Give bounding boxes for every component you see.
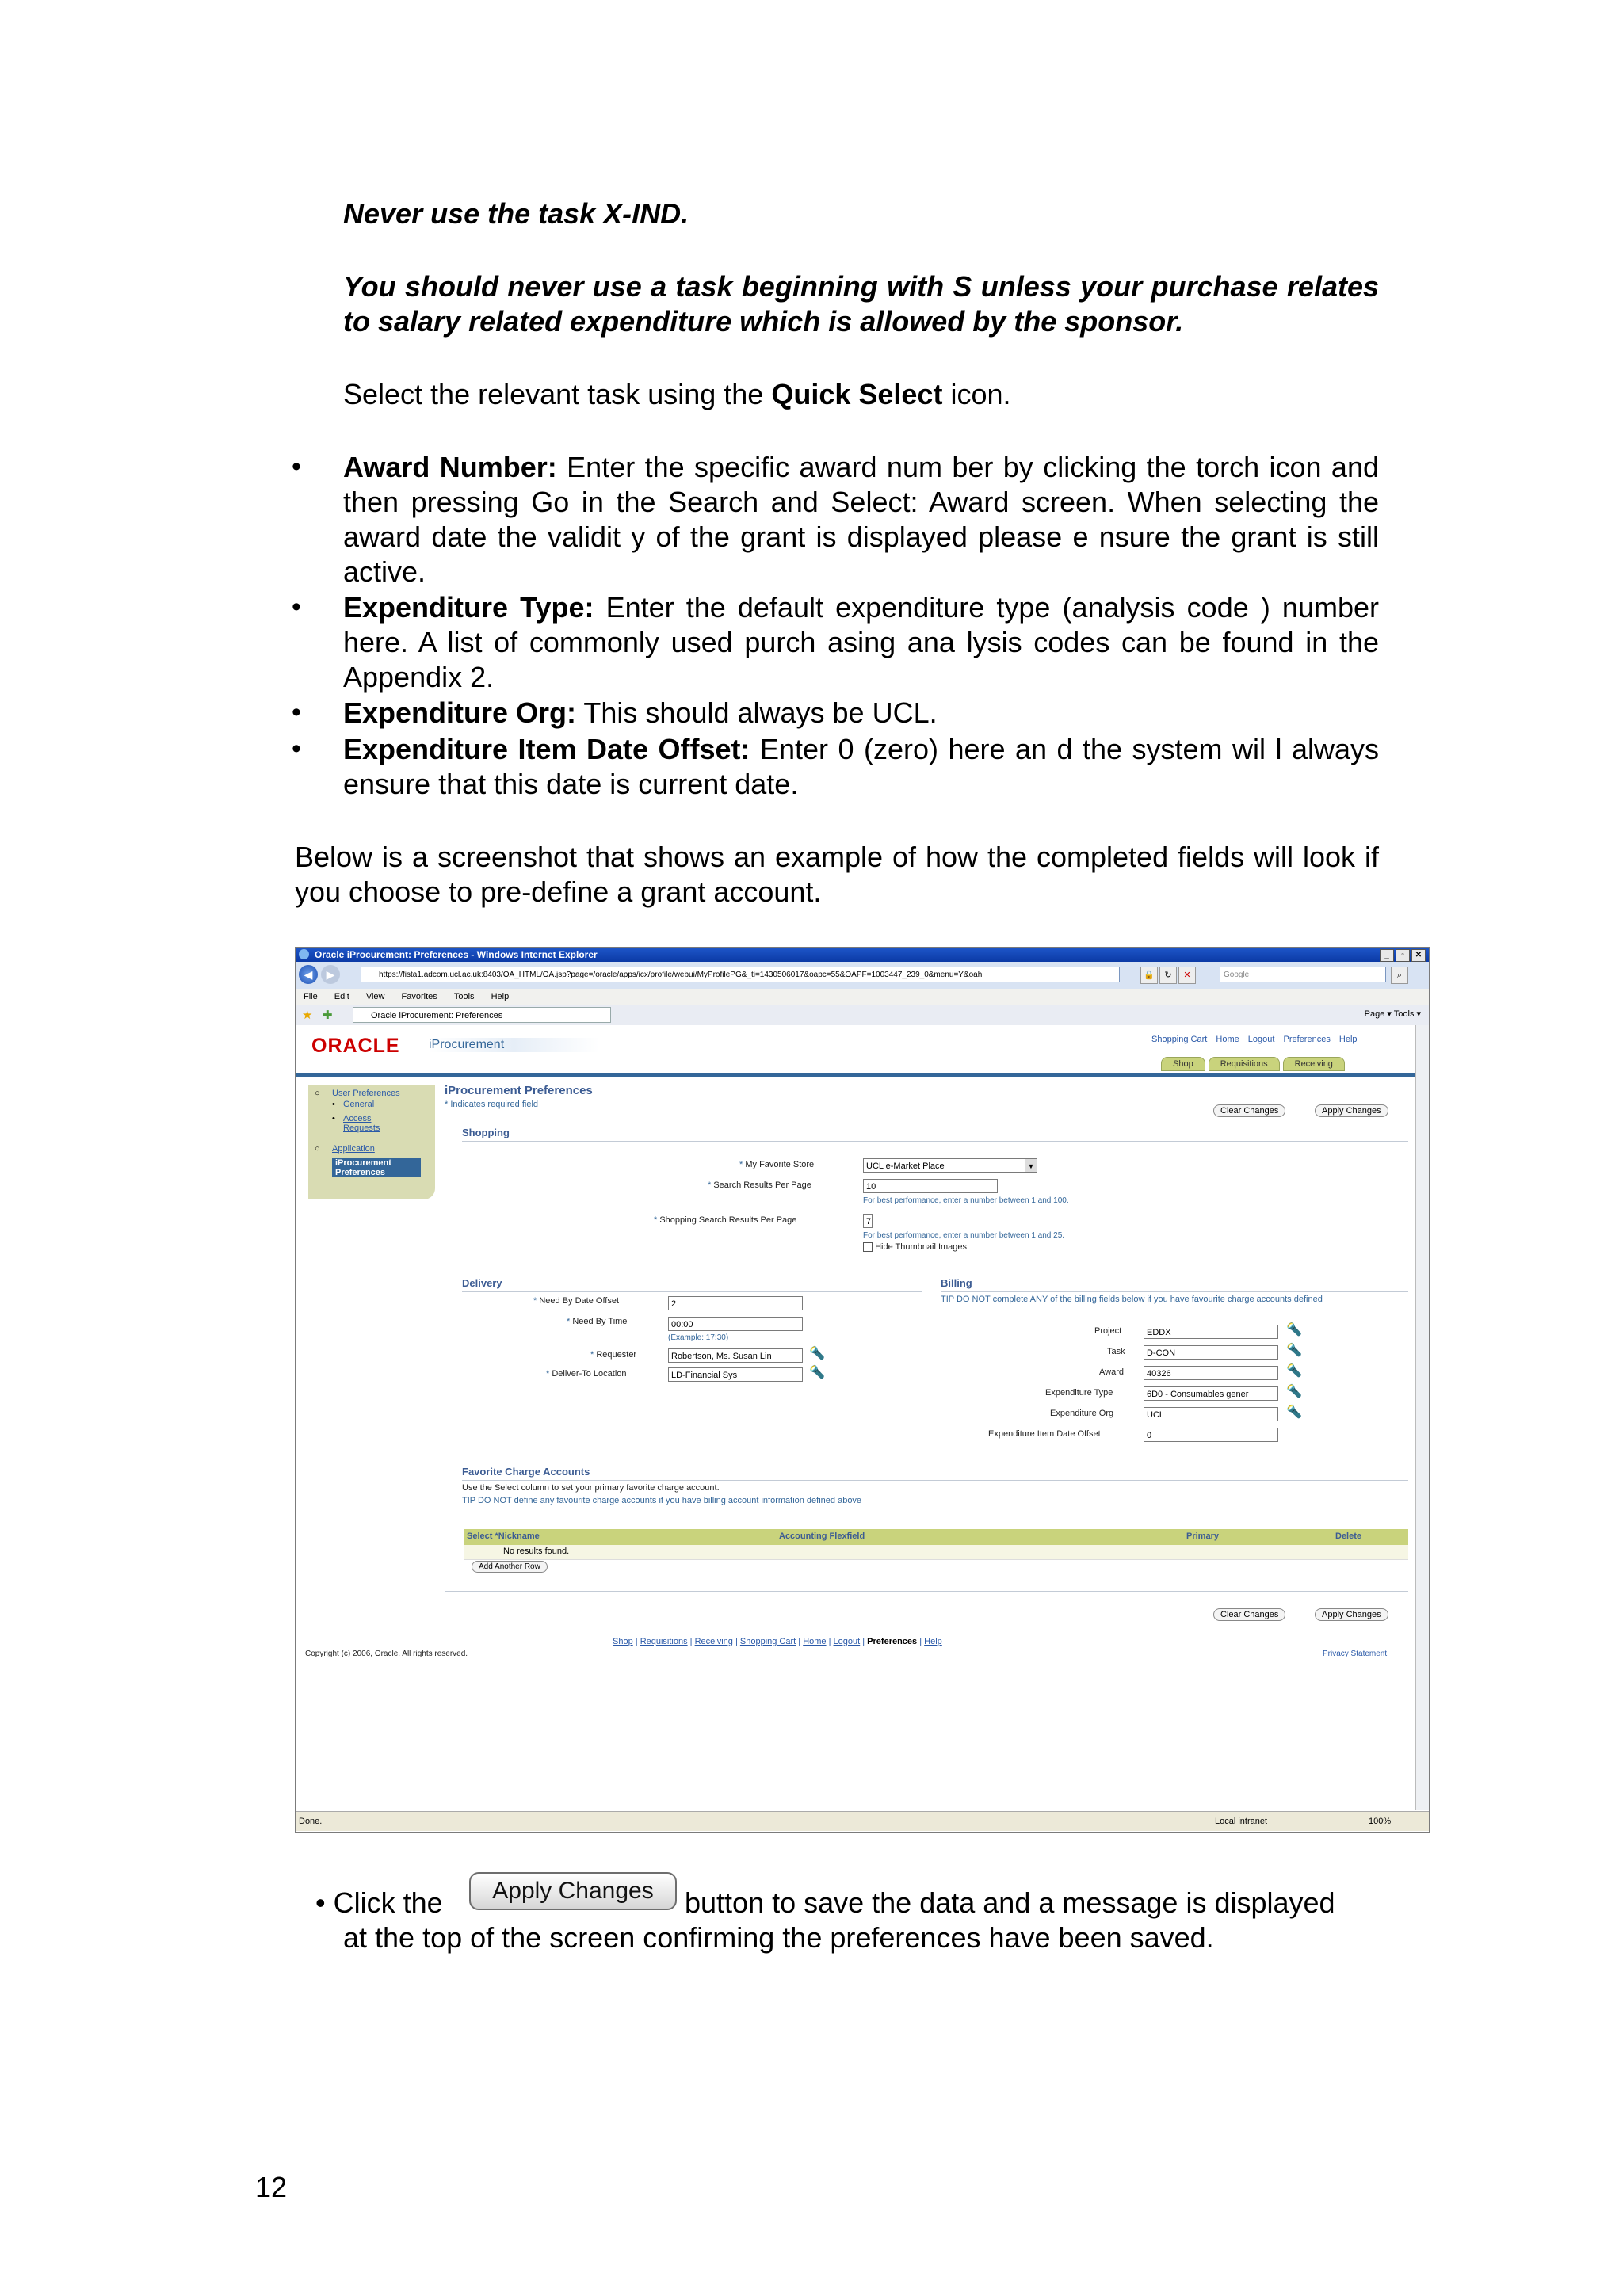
deliver-to-label: * Deliver-To Location — [546, 1369, 627, 1379]
search-results-label: * Search Results Per Page — [708, 1180, 812, 1190]
nav-user-preferences[interactable]: User Preferences — [332, 1089, 400, 1098]
section-divider — [941, 1291, 1408, 1292]
expenditure-type-label: Expenditure Type — [1045, 1388, 1113, 1398]
page-title: iProcurement Preferences — [445, 1084, 593, 1097]
page-content — [296, 1025, 1416, 1810]
torch-icon[interactable]: 🔦 — [1286, 1385, 1302, 1398]
award-label: Award — [1099, 1367, 1124, 1377]
footer-link-requisitions[interactable]: Requisitions — [640, 1637, 688, 1646]
menu-help[interactable]: Help — [491, 992, 510, 1001]
expenditure-org-item — [343, 696, 1379, 730]
bullet-mark: • — [292, 697, 301, 727]
award-number-label: Award Number: — [343, 451, 557, 483]
footer-links: Shop | Requisitions | Receiving | Shopping Cart | Home | Logout | Preferences | Help — [613, 1637, 942, 1646]
billing-heading: Billing — [941, 1277, 972, 1289]
search-results-hint: For best performance, enter a number between 1 and 100. — [863, 1196, 1069, 1205]
privacy-link[interactable]: Privacy Statement — [1323, 1650, 1388, 1658]
section-divider — [445, 1591, 1408, 1592]
favorite-store-label: * My Favorite Store — [739, 1160, 815, 1169]
expenditure-type-input[interactable]: 6D0 - Consumables gener — [1144, 1386, 1278, 1401]
need-by-offset-label-text: Need By Date Offset — [539, 1296, 620, 1306]
link-home[interactable]: Home — [1216, 1035, 1239, 1044]
footer-link-help[interactable]: Help — [924, 1637, 942, 1646]
no-results-text: No results found. — [503, 1547, 570, 1556]
favorite-tip: TIP DO NOT define any favourite charge accounts if you have billing account information defined above — [462, 1496, 862, 1505]
link-shopping-cart[interactable]: Shopping Cart — [1151, 1035, 1208, 1044]
date-offset-label: Expenditure Item Date Offset: — [343, 733, 750, 765]
expenditure-org-text: This should always be UCL. — [576, 696, 938, 729]
footer-link-logout[interactable]: Logout — [833, 1637, 861, 1646]
nav-bullet-icon: • — [332, 1100, 335, 1109]
nav-iprocurement-preferences[interactable]: iProcurement Preferences — [332, 1158, 421, 1177]
favorite-instructions: Use the Select column to set your primary favorite charge account. — [462, 1483, 720, 1493]
apply-changes-button-bottom[interactable]: Apply Changes — [1315, 1608, 1388, 1621]
select-task-pre: Select the relevant task using the — [343, 378, 772, 410]
billing-tip: TIP DO NOT complete ANY of the billing fields below if you have favourite charge accounts defined — [941, 1295, 1323, 1304]
menu-file[interactable]: File — [304, 992, 318, 1001]
window-controls — [1380, 949, 1426, 962]
status-text: Done. — [299, 1817, 323, 1826]
menu-bar — [296, 989, 1429, 1005]
favorite-store-label-text: My Favorite Store — [745, 1160, 815, 1169]
search-results-input[interactable]: 10 — [863, 1179, 998, 1193]
award-number-item — [343, 450, 1379, 589]
select-task-post: icon. — [942, 378, 1011, 410]
nav-circle-icon: ○ — [315, 1089, 320, 1098]
expenditure-type-label: Expenditure Type: — [343, 591, 594, 624]
torch-icon[interactable]: 🔦 — [809, 1347, 825, 1360]
table-row — [464, 1545, 1408, 1560]
header-divider — [296, 1073, 1416, 1077]
torch-icon[interactable]: 🔦 — [1286, 1344, 1302, 1357]
menu-favorites[interactable]: Favorites — [401, 992, 437, 1001]
bullet-mark: • — [292, 592, 301, 622]
required-note: * Indicates required field — [445, 1100, 539, 1109]
oracle-logo: ORACLE — [311, 1035, 400, 1057]
forward-icon[interactable]: ▶ — [321, 965, 340, 984]
nav-bullet-icon: • — [332, 1114, 335, 1123]
select-task-paragraph — [343, 377, 1010, 412]
address-toolbar — [296, 962, 1429, 990]
tab-shop[interactable]: Shop — [1161, 1057, 1205, 1071]
vertical-scrollbar[interactable] — [1415, 1025, 1429, 1810]
never-s-paragraph: You should never use a task beginning with S unless your purchase relates to salary related expenditure which is allowed by the sponsor. — [343, 270, 1379, 338]
search-results-label-text: Search Results Per Page — [713, 1180, 812, 1190]
need-by-offset-label: * Need By Date Offset — [533, 1296, 620, 1306]
tab-receiving[interactable]: Receiving — [1283, 1057, 1345, 1071]
address-input[interactable]: https://fista1.adcom.ucl.ac.uk:8403/OA_HTML/OA.jsp?page=/oracle/apps/icx/profile/webui/MyProfilePG&_ti=1430506017&oapc=55&OAPF=1003447_239_0&menu=Y&oah — [361, 967, 1120, 982]
award-number-text: Enter the specific award num ber by clicking the torch icon and then pressing Go in the Search and Select: Award screen. When selecting the award date the validit y of the grant is displayed please e nsure the grant is still active. — [343, 451, 1379, 588]
requester-label-text: Requester — [596, 1350, 637, 1360]
nav-application[interactable]: Application — [332, 1144, 375, 1154]
column-accounting-flexfield: Accounting Flexfield — [779, 1531, 865, 1541]
stop-icon[interactable]: ✕ — [1178, 967, 1196, 984]
expenditure-org-label: Expenditure Org — [1050, 1409, 1114, 1418]
delivery-heading: Delivery — [462, 1277, 502, 1289]
task-input[interactable]: D-CON — [1144, 1345, 1278, 1360]
favorites-star-icon[interactable]: ★ — [302, 1009, 313, 1022]
column-select-nickname: Select *Nickname — [467, 1531, 540, 1541]
close-icon[interactable]: ✕ — [1411, 949, 1426, 962]
shopping-results-label: * Shopping Search Results Per Page — [654, 1215, 797, 1225]
clear-changes-button[interactable]: Clear Changes — [1213, 1104, 1285, 1117]
torch-icon[interactable]: 🔦 — [1286, 1405, 1302, 1419]
torch-icon[interactable]: 🔦 — [1286, 1323, 1302, 1337]
link-logout[interactable]: Logout — [1247, 1035, 1275, 1044]
link-preferences[interactable]: Preferences — [1283, 1035, 1331, 1044]
link-help[interactable]: Help — [1338, 1035, 1358, 1044]
nav-circle-icon: ○ — [315, 1144, 320, 1154]
need-by-time-label-text: Need By Time — [572, 1317, 628, 1326]
section-divider — [462, 1480, 1408, 1481]
browser-tab[interactable]: Oracle iProcurement: Preferences — [353, 1007, 611, 1023]
menu-edit[interactable]: Edit — [334, 992, 349, 1001]
hide-thumbnail-option[interactable] — [863, 1242, 967, 1252]
search-icon[interactable]: ⌕ — [1391, 967, 1408, 984]
product-name: iProcurement — [429, 1038, 599, 1052]
add-favorite-icon[interactable]: ✚ — [323, 1009, 333, 1022]
lock-icon[interactable]: 🔒 — [1140, 967, 1158, 984]
footer-link-preferences[interactable]: Preferences — [867, 1637, 918, 1646]
deliver-to-input[interactable]: LD-Financial Sys — [668, 1367, 803, 1382]
minimize-icon[interactable]: _ — [1380, 949, 1394, 962]
nav-general[interactable]: General — [343, 1100, 375, 1109]
nav-access-requests[interactable]: Access Requests — [343, 1114, 380, 1133]
bullet-mark: • — [292, 734, 301, 764]
shopping-results-hint: For best performance, enter a number between 1 and 25. — [863, 1231, 1065, 1240]
section-divider — [462, 1291, 922, 1292]
favorite-store-select[interactable] — [863, 1158, 1037, 1173]
zoom-level[interactable]: 100% — [1369, 1817, 1392, 1826]
favorite-store-value: UCL e-Market Place — [866, 1161, 945, 1171]
date-offset-item — [343, 732, 1379, 802]
quick-select-bold: Quick Select — [771, 378, 943, 410]
torch-icon[interactable]: 🔦 — [1286, 1364, 1302, 1378]
browser-title: Oracle iProcurement: Preferences - Windows Internet Explorer — [315, 949, 598, 960]
apply-changes-button[interactable]: Apply Changes — [1315, 1104, 1388, 1117]
expenditure-org-label: Expenditure Org: — [343, 696, 577, 729]
search-input[interactable]: Google — [1220, 967, 1386, 982]
click-instruction-line2: at the top of the screen confirming the preferences have been saved. — [343, 1921, 1214, 1954]
time-example-hint: (Example: 17:30) — [668, 1333, 729, 1342]
award-input[interactable]: 40326 — [1144, 1366, 1278, 1380]
tab-requisitions[interactable]: Requisitions — [1209, 1057, 1280, 1071]
copyright-text: Copyright (c) 2006, Oracle. All rights reserved. — [305, 1650, 468, 1658]
footer-link-home[interactable]: Home — [803, 1637, 827, 1646]
column-primary: Primary — [1186, 1531, 1219, 1541]
bullet-mark: • — [292, 452, 301, 482]
hide-thumbnail-label: Hide Thumbnail Images — [875, 1242, 968, 1252]
torch-icon[interactable]: 🔦 — [809, 1366, 825, 1379]
ie-logo-icon — [299, 949, 309, 959]
menu-view[interactable]: View — [365, 992, 385, 1001]
refresh-icon[interactable]: ↻ — [1159, 967, 1177, 984]
task-label: Task — [1107, 1347, 1125, 1356]
menu-tools[interactable]: Tools — [453, 992, 475, 1001]
shopping-heading: Shopping — [462, 1127, 510, 1138]
security-zone: Local intranet — [1215, 1817, 1268, 1826]
date-offset-text: Enter 0 (zero) here an d the system wil l always ensure that this date is current date. — [343, 733, 1379, 800]
clear-changes-button-bottom[interactable]: Clear Changes — [1213, 1608, 1285, 1621]
status-bar — [296, 1811, 1429, 1831]
embedded-screenshot — [295, 947, 1430, 1833]
hide-thumbnail-checkbox[interactable] — [863, 1242, 873, 1252]
page-number: 12 — [255, 2171, 288, 2203]
footer-link-shopping-cart[interactable]: Shopping Cart — [739, 1637, 796, 1646]
deliver-to-label-text: Deliver-To Location — [552, 1369, 627, 1379]
maximize-icon[interactable]: ▫ — [1396, 949, 1410, 962]
favorite-accounts-heading: Favorite Charge Accounts — [462, 1466, 590, 1478]
never-xind-text: Never use the task X-IND. — [343, 197, 689, 230]
expenditure-org-input[interactable]: UCL — [1144, 1407, 1278, 1421]
footer-link-receiving[interactable]: Receiving — [694, 1637, 733, 1646]
date-offset-input[interactable]: 0 — [1144, 1428, 1278, 1442]
add-another-row-button[interactable]: Add Another Row — [472, 1561, 548, 1573]
click-instruction-end: button to save the data and a message is displayed — [685, 1886, 1335, 1919]
shopping-results-input[interactable]: 7 — [863, 1214, 873, 1228]
side-navigation — [308, 1085, 435, 1199]
browser-title-bar — [296, 948, 1429, 962]
project-label: Project — [1094, 1326, 1122, 1336]
tab-bar — [296, 1005, 1429, 1026]
expenditure-type-text: Enter the default expenditure type (analysis code ) number here. A list of commonly used purch asing ana lysis codes can be found in the Appendix 2. — [343, 591, 1379, 693]
date-offset-field-label: Expenditure Item Date Offset — [988, 1429, 1101, 1439]
requester-input[interactable]: Robertson, Ms. Susan Lin — [668, 1348, 803, 1363]
column-delete: Delete — [1335, 1531, 1362, 1541]
shopping-results-label-text: Shopping Search Results Per Page — [659, 1215, 797, 1225]
footer-link-shop[interactable]: Shop — [613, 1637, 633, 1646]
chevron-down-icon[interactable]: ▼ — [1025, 1159, 1037, 1172]
back-icon[interactable]: ◀ — [299, 965, 318, 984]
need-by-time-input[interactable]: 00:00 — [668, 1317, 803, 1331]
requester-label: * Requester — [590, 1350, 637, 1360]
app-tabs — [1161, 1057, 1345, 1071]
table-header — [464, 1529, 1408, 1545]
need-by-time-label: * Need By Time — [567, 1317, 628, 1326]
command-bar[interactable]: Page ▾ Tools ▾ — [1364, 1009, 1421, 1019]
section-divider — [462, 1141, 1408, 1142]
click-instruction-start: • Click the — [315, 1886, 443, 1919]
need-by-offset-input[interactable]: 2 — [668, 1296, 803, 1310]
apply-changes-inline-button: Apply Changes — [469, 1872, 677, 1910]
expenditure-type-item — [343, 590, 1379, 695]
below-paragraph: Below is a screenshot that shows an example of how the completed fields will look if you choose to pre-define a grant account. — [295, 841, 1379, 908]
global-links — [1151, 1035, 1364, 1044]
project-input[interactable]: EDDX — [1144, 1325, 1278, 1339]
